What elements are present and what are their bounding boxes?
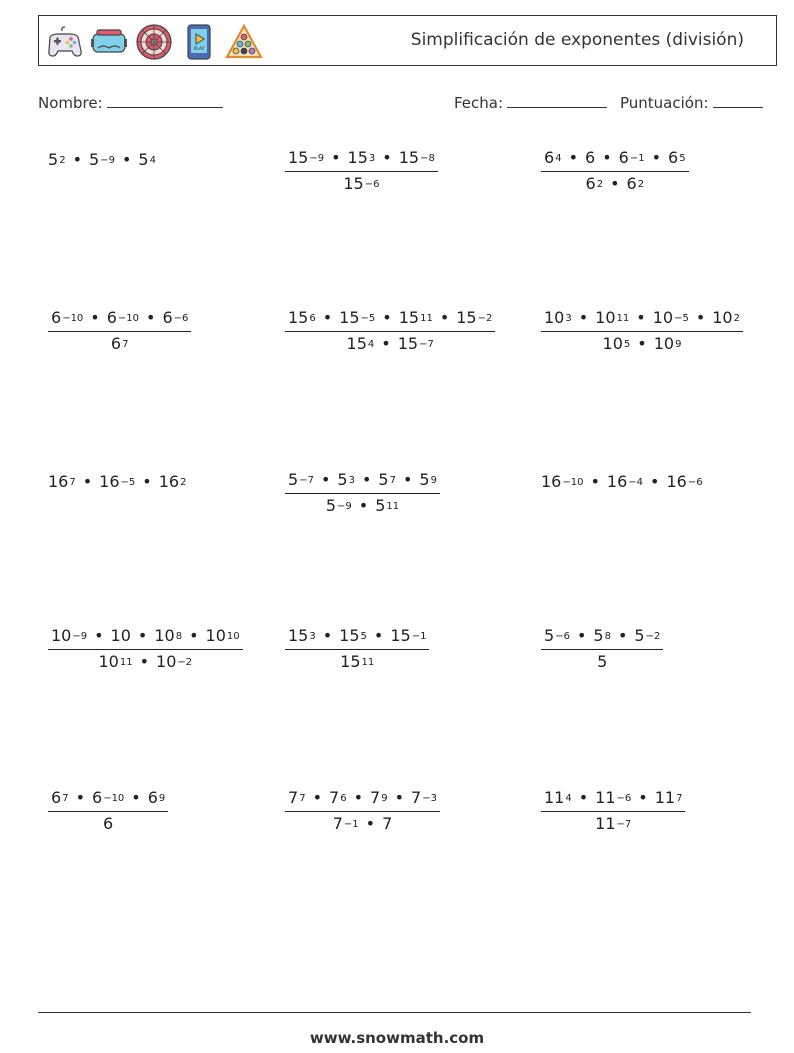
multiply-dot: • [578,788,589,807]
power-term: 6 $^7$ [51,788,69,807]
problem-9 [541,472,703,491]
power-term: 10 $^5$ [602,334,631,353]
numerator [541,308,743,331]
power-term: 6 $^9$ [147,788,166,807]
term-base: 5 [378,470,389,489]
term-base: 16 [48,472,69,491]
fraction [541,148,689,193]
term-base: 6 [626,174,637,193]
power-term: 15 $^{11}$ [340,652,375,671]
numerator [48,308,191,331]
multiply-dot: • [137,626,148,645]
term-base: 10 [712,308,733,327]
power-term: 15 $^{-9}$ [288,148,325,167]
power-term: 16 $^{-6}$ [666,472,703,491]
numerator [541,148,689,171]
power-term: 11 $^4$ [544,788,572,807]
term-base: 6 [668,148,679,167]
term-base: 15 [398,148,420,167]
power-term: 16 $^{-4}$ [606,472,644,491]
term-base: 15 [340,652,361,671]
multiply-dot: • [358,496,369,515]
name-label: Nombre: [38,94,103,112]
fraction [48,626,243,671]
multiply-dot: • [331,148,341,167]
denominator [541,812,685,833]
term-base: 5 [138,150,149,169]
term-base: 5 [375,496,386,515]
power-term: 15 $^{-7}$ [397,334,434,353]
multiply-dot: • [651,148,661,167]
multiply-dot: • [382,148,392,167]
denominator [285,494,440,515]
power-term: 10 $^{10}$ [205,626,240,645]
power-term: 7 $^6$ [329,788,347,807]
term-base: 6 [110,334,122,353]
term-base: 10 [544,308,565,327]
worksheet-title: Simplificación de exponentes (división) [410,30,744,50]
power-term: 6 $^{-6}$ [162,308,189,327]
power-term: 15 $^{-5}$ [339,308,376,327]
term-base: 15 [339,626,360,645]
term-base: 10 [205,626,226,645]
power-term: 5 $^{-2}$ [634,626,661,645]
problem-13 [48,788,168,833]
multiply-dot: • [353,788,363,807]
power-term [382,814,392,833]
term-base: 15 [347,148,368,167]
multiply-dot: • [82,472,93,491]
power-term: 6 $^4$ [544,148,562,167]
name-field [38,93,223,112]
term-base: 11 [654,788,676,807]
term-base: 10 [51,626,72,645]
power-term: 16 $^7$ [48,472,76,491]
term-base: 6 [51,308,62,327]
term-base: 5 [593,626,604,645]
term-base: 15 [456,308,477,327]
vr-headset-icon [90,23,128,61]
power-term: 10 $^{-5}$ [652,308,689,327]
multiply-dot: • [94,626,104,645]
term-base: 10 [595,308,616,327]
multiply-dot: • [322,626,333,645]
term-base: 10 [156,652,177,671]
term-base: 15 [346,334,367,353]
power-term: 10 $^{11}$ [595,308,630,327]
multiply-dot: • [695,308,706,327]
term-base: 6 [618,148,629,167]
term-base: 16 [158,472,180,491]
multiply-dot: • [402,470,413,489]
power-term: 10 $^2$ [712,308,740,327]
problem-8 [285,470,440,515]
power-term: 10 $^{11}$ [98,652,133,671]
term-base: 10 [98,652,119,671]
power-term [597,652,607,671]
multiply-dot: • [638,788,648,807]
denominator [285,812,440,833]
multiply-dot: • [439,308,450,327]
multiply-dot: • [139,652,150,671]
term-base: 7 [329,788,340,807]
term-base: 16 [541,472,562,491]
multiply-dot: • [373,626,384,645]
term-base: 5 [325,496,336,515]
multiply-dot: • [131,788,141,807]
multiply-dot: • [322,308,333,327]
term-base: 5 [89,150,100,169]
score-blank[interactable] [713,93,763,108]
multiply-dot: • [312,788,322,807]
fraction [285,308,495,353]
problem-6 [541,308,743,353]
power-term: 6 $^5$ [668,148,686,167]
term-base: 15 [343,174,364,193]
denominator [48,650,243,671]
power-term: 15 $^6$ [288,308,316,327]
numerator [541,626,663,649]
term-base: 6 [92,788,103,807]
term-base: 15 [339,308,360,327]
multiply-dot: • [578,308,589,327]
multiply-dot: • [617,626,628,645]
multiply-dot: • [637,334,647,353]
numerator [285,788,440,811]
term-base: 6 [585,174,596,193]
term-base: 10 [653,334,675,353]
power-term: 10 $^8$ [154,626,183,645]
power-term: 6 $^{-10}$ [92,788,125,807]
fraction [541,626,663,671]
multiply-dot: • [142,472,152,491]
power-term: 15 $^{-1}$ [390,626,427,645]
term-base: 6 [544,148,555,167]
term-base: 5 [288,470,299,489]
power-term: 7 $^{-3}$ [411,788,437,807]
game-controller-icon [45,23,83,61]
multiply-dot: • [90,308,100,327]
term-base: 11 [544,788,565,807]
numerator [285,308,495,331]
footer-url: www.snowmath.com [309,1029,485,1047]
problem-5 [285,308,495,353]
term-base: 5 [597,652,608,671]
term-base: 6 [162,308,173,327]
power-term: 5 $^2$ [48,150,66,169]
term-base: 15 [390,626,411,645]
term-base: 7 [288,788,299,807]
fraction [285,626,429,671]
numerator [48,788,168,811]
problem-1 [48,150,156,169]
power-term: 6 $^2$ [585,174,604,193]
multiply-dot: • [382,308,392,327]
power-term: 5 $^{-6}$ [544,626,570,645]
power-term: 15 $^3$ [347,148,376,167]
power-term: 11 $^7$ [654,788,683,807]
term-base: 10 [602,334,623,353]
problem-7 [48,472,186,491]
numerator [48,626,243,649]
power-term: 6 $^2$ [626,174,645,193]
power-term: 16 $^{-10}$ [541,472,584,491]
power-term: 15 $^{11}$ [398,308,433,327]
power-term: 5 $^8$ [593,626,611,645]
multiply-dot: • [610,174,620,193]
multiply-dot: • [590,472,600,491]
power-term: 5 $^4$ [138,150,156,169]
term-base: 7 [382,814,393,833]
score-field [620,93,763,112]
problem-4 [48,308,191,353]
power-term: 15 $^{-2}$ [456,308,493,327]
term-base: 16 [666,472,687,491]
term-base: 5 [337,470,348,489]
power-term: 15 $^5$ [339,626,367,645]
term-base: 15 [288,626,309,645]
power-term: 7 $^{-1}$ [332,814,359,833]
power-term: 10 $^3$ [544,308,572,327]
numerator [285,626,429,649]
fraction [48,308,191,353]
power-term [111,626,131,645]
numerator [285,470,440,493]
date-label: Fecha: [454,94,504,112]
multiply-dot: • [636,308,646,327]
fraction [285,788,440,833]
term-base: 7 [332,814,343,833]
problem-14 [285,788,440,833]
problem-10 [48,626,243,671]
term-base: 6 [585,148,596,167]
term-base: 10 [154,626,175,645]
term-base: 15 [288,148,309,167]
problem-12 [541,626,663,671]
power-term: 5 $^9$ [419,470,437,489]
term-base: 6 [147,788,158,807]
multiply-dot: • [320,470,331,489]
denominator [285,650,429,671]
term-base: 5 [419,470,430,489]
term-base: 15 [398,308,420,327]
term-base: 15 [288,308,309,327]
power-term: 10 $^9$ [653,334,682,353]
multiply-dot: • [576,626,587,645]
term-base: 5 [48,150,59,169]
problem-11 [285,626,429,671]
problem-3 [541,148,689,193]
power-term: 15 $^3$ [288,626,316,645]
header-icons [45,23,263,61]
power-term: 5 $^{-9}$ [325,496,352,515]
power-term: 6 $^7$ [110,334,129,353]
worksheet-header [38,15,777,66]
multiply-dot: • [72,150,82,169]
numerator [541,788,685,811]
term-base: 6 [106,308,117,327]
fraction [541,788,685,833]
term-base: 5 [634,626,645,645]
power-term: 7 $^7$ [288,788,306,807]
power-term: 7 $^9$ [370,788,388,807]
date-blank[interactable] [507,93,607,108]
denominator [541,650,663,671]
fraction [285,470,440,515]
multiply-dot: • [75,788,85,807]
term-base: 5 [544,626,555,645]
term-base: 15 [397,334,419,353]
tablet-play-label: PLAY [193,47,205,52]
term-base: 11 [595,814,616,833]
fraction [541,308,743,353]
power-term: 10 $^{-2}$ [156,652,193,671]
term-base: 6 [103,814,114,833]
multiply-dot: • [381,334,391,353]
denominator [285,172,438,193]
numerator [285,148,438,171]
problem-15 [541,788,685,833]
billiard-rack-icon [225,23,263,61]
power-term: 6 $^{-10}$ [51,308,84,327]
multiply-dot: • [146,308,156,327]
fraction [48,788,168,833]
power-term [103,814,113,833]
denominator [48,332,191,353]
power-term: 16 $^2$ [158,472,187,491]
power-term: 5 $^7$ [378,470,396,489]
name-blank[interactable] [107,93,223,108]
term-base: 6 [51,788,62,807]
power-term: 5 $^{-7}$ [288,470,314,489]
term-base: 16 [99,472,120,491]
denominator [541,332,743,353]
denominator [285,332,495,353]
fraction [285,148,438,193]
power-term: 5 $^{-9}$ [89,150,115,169]
multiply-dot: • [189,626,199,645]
term-base: 11 [595,788,616,807]
power-term: 16 $^{-5}$ [99,472,136,491]
denominator [541,172,689,193]
power-term: 5 $^3$ [337,470,355,489]
power-term: 6 $^{-1}$ [618,148,645,167]
power-term: 15 $^{-8}$ [398,148,435,167]
power-term: 11 $^{-7}$ [595,814,632,833]
power-term: 15 $^4$ [346,334,375,353]
score-label: Puntuación: [620,94,709,112]
term-base: 16 [606,472,628,491]
dartboard-icon [135,23,173,61]
multiply-dot: • [121,150,132,169]
term-base: 10 [652,308,674,327]
multiply-dot: • [394,788,404,807]
power-term: 15 $^{-6}$ [343,174,380,193]
multiply-dot: • [650,472,660,491]
denominator [48,812,168,833]
multiply-dot: • [361,470,372,489]
multiply-dot: • [602,148,612,167]
power-term: 6 $^{-10}$ [106,308,140,327]
power-term: 10 $^{-9}$ [51,626,88,645]
date-field [454,93,607,112]
term-base: 10 [110,626,131,645]
footer-divider [38,1012,751,1013]
term-base: 7 [370,788,381,807]
power-term: 11 $^{-6}$ [595,788,632,807]
multiply-dot: • [568,148,578,167]
tablet-play-icon [180,23,218,61]
power-term: 5 $^{11}$ [375,496,400,515]
power-term [585,148,595,167]
multiply-dot: • [365,814,376,833]
term-base: 7 [411,788,422,807]
problem-2 [285,148,438,193]
